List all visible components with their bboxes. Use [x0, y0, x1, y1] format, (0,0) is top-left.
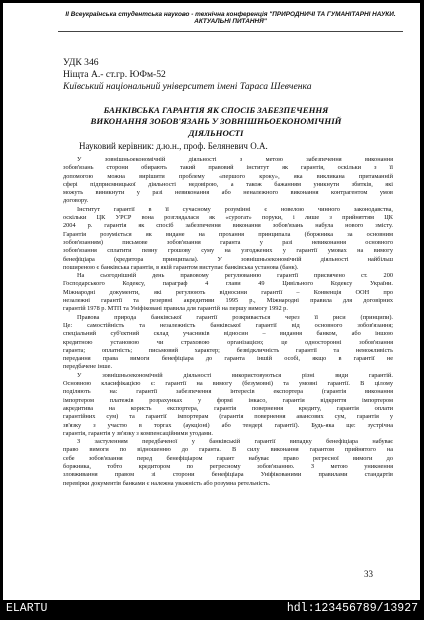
body-text-line: незалежні гарантії та резервні акредитиви 1995 р., Міжнародні правила для договірних [63, 297, 393, 305]
body-text-line: 2004 р. гарантія як спосіб забезпечення виконання зобов'язань набула нового змісту. [63, 222, 393, 230]
document-page [3, 3, 420, 600]
body-text-line: Це: самостійність та незалежність банківської гарантії від основного зобов'язання; [63, 321, 393, 329]
article-body [63, 156, 393, 488]
body-text-line: З застуленням передбаченої у банківській гарантії випадку бенефіціара набуває [77, 438, 393, 446]
body-text-line: оскільки ЦК УРСР вона розглядалася як «сурогат» поруки, і лише з прийняттям ЦК [63, 214, 393, 222]
udk-code: УДК 346 [63, 57, 99, 68]
title-line: ВИКОНАННЯ ЗОБОВ'ЯЗАНЬ У ЗОВНІШНЬОЕКОНОМІЧНІЙ [90, 116, 342, 127]
conference-header-line: АКТУАЛЬНІ ПИТАННЯ" [194, 18, 267, 26]
body-text-line: бенефіціара (кредитора принципала). У зовнішньоекономічній діяльності найбільш [63, 255, 393, 263]
body-text-line: зобов'язанням) письмове зобов'язання гаранта у разі невиконання основного [63, 238, 393, 246]
body-text-line: зловживання правом зі сторони бенефіціара Уніфікованими правилами стандартів [63, 471, 393, 479]
body-text-line: спеціальний суб'єктний склад учасників відносин – видання банком, або іншою [63, 330, 393, 338]
university-line: Київський національний університет імені Тараса Шевченка [63, 81, 312, 92]
body-text-line: зобов'язань сторони обирають такий правовий інститут як гарантія, оскільки з її [63, 164, 393, 172]
handle-identifier: hdl:123456789/13927 [286, 602, 418, 615]
article-title [51, 105, 381, 139]
conference-header [58, 11, 403, 32]
body-text-line: акредитива на користь експортера, гарантія повернення кредиту, гарантія оплати [63, 404, 393, 412]
body-text-line: сфері підприємницької діяльності недовірою, а також бажанням уникнути збитків, які [63, 180, 393, 188]
page-number: 33 [364, 569, 373, 579]
author-line: Ніщта А.- ст.гр. ЮФм-52 [63, 69, 166, 80]
body-text-line: Правова природа банківської гарантії розкривається через її риси (принципи). [77, 313, 393, 321]
body-text-line: себе зобов'язання перед бенефіціаром гарант набуває право регресної вимоги до [63, 454, 393, 462]
conference-header-line: II Всеукраїнська студентська науково - технічна конференція "ПРИРОДНИЧІ ТА ГУМАНІТАРНІ НАУКИ. [65, 11, 396, 18]
body-text-line: можуть виникнути у разі невиконання або неналежного виконання контрагентом умов [63, 189, 393, 197]
body-text-line: У зовнішньоекономічній діяльності використовуються різні види гарантій. [77, 371, 393, 379]
body-text-line: кредитною установою чи страховою організацією; це односторонні зобов'язання [63, 338, 393, 346]
body-text-line: На сьогоднішній день правовому регулюванню гарантії присвячено ст. 200 [77, 272, 393, 280]
body-text-line: Основною класифікацією є: гарантії на вимогу (безумовні) та умовні гарантії. В цілому [63, 380, 393, 388]
article-meta [63, 57, 393, 93]
body-text-line: Інститут гарантії в її сучасному розумінні є новелою чинного законодавства, [77, 205, 393, 213]
body-text-line: перевірки документів банками є належна уважність або розумна ретельність. [63, 479, 271, 487]
title-line: ДІЯЛЬНОСТІ [188, 127, 244, 138]
body-text-line: боржника, тобто кредитором по регресному зобов'язанню. З метою уникнення [63, 462, 393, 470]
body-text-line: Господарського Кодексу, параграф 4 глави 49 Цивільного Кодексу України. [63, 280, 393, 288]
body-text-line: зв'язку з участю в торгах (аукціоні) або тендері гарантії). Будь-яка ще: зустрічна [63, 421, 393, 429]
body-text-line: гаранта; оплатність; письмовий характер; безвідкличність гарантії та неможливість [63, 346, 393, 354]
archive-footer-bar [0, 600, 424, 620]
body-text-line: зобов'язання сплатити певну грошову суму на узгоджених у гарантії умовах на вимогу [63, 247, 393, 255]
body-text-line: поширеною є банківська гарантія, в якій гарантом виступає банківська установа (банк). [63, 263, 299, 271]
body-text-line: гарантія, гарантія у зв'язку з компенсаційними угодами. [63, 429, 213, 437]
body-text-line: договору. [63, 197, 89, 205]
body-text-line: передбачене інше. [63, 363, 113, 371]
body-text-line: право вимоги по відношенню до гаранта. В силу виконання гарантом прийнятого на [63, 446, 393, 454]
body-text-line: Міжнародні документи, які регулюють відносини гарантії – Конвенція ООН про [63, 288, 393, 296]
body-text-line: передання права вимоги бенефіціара до гаранта іншій особі, якщо в гарантії не [63, 355, 393, 363]
body-text-line: Гарантія розуміється як видане на прохання принципала (боржника за основним [63, 230, 393, 238]
supervisor-line: Науковий керівник: д.ю.н., проф. Беляневич О.А. [79, 141, 268, 151]
body-text-line: гарантійних сум) та гарантії імпортерам (гарантія повернення авансових сум, гарантія у [63, 413, 393, 421]
title-line: БАНКІВСЬКА ГАРАНТІЯ ЯК СПОСІБ ЗАБЕЗПЕЧЕННЯ [103, 105, 329, 115]
body-text-line: У зовнішньоекономічній діяльності з метою забезпечення виконання [77, 156, 393, 163]
body-text-line: імпортером платежів розрахунках у формі інкасо, гарантія відкриття імпортером [63, 396, 393, 404]
body-text-line: допомогою можна вирішити проблему «першого кроку», яка викликана притаманній [63, 172, 393, 180]
repository-name: ELARTU [6, 602, 48, 615]
body-text-line: гарантій 1978 р. МТП та Уніфіковані правила для гарантій на першу вимогу 1992 р. [63, 305, 288, 313]
body-text-line: поділяють на: гарантії забезпечення інтересів експортера (гарантія виконання [63, 388, 393, 396]
